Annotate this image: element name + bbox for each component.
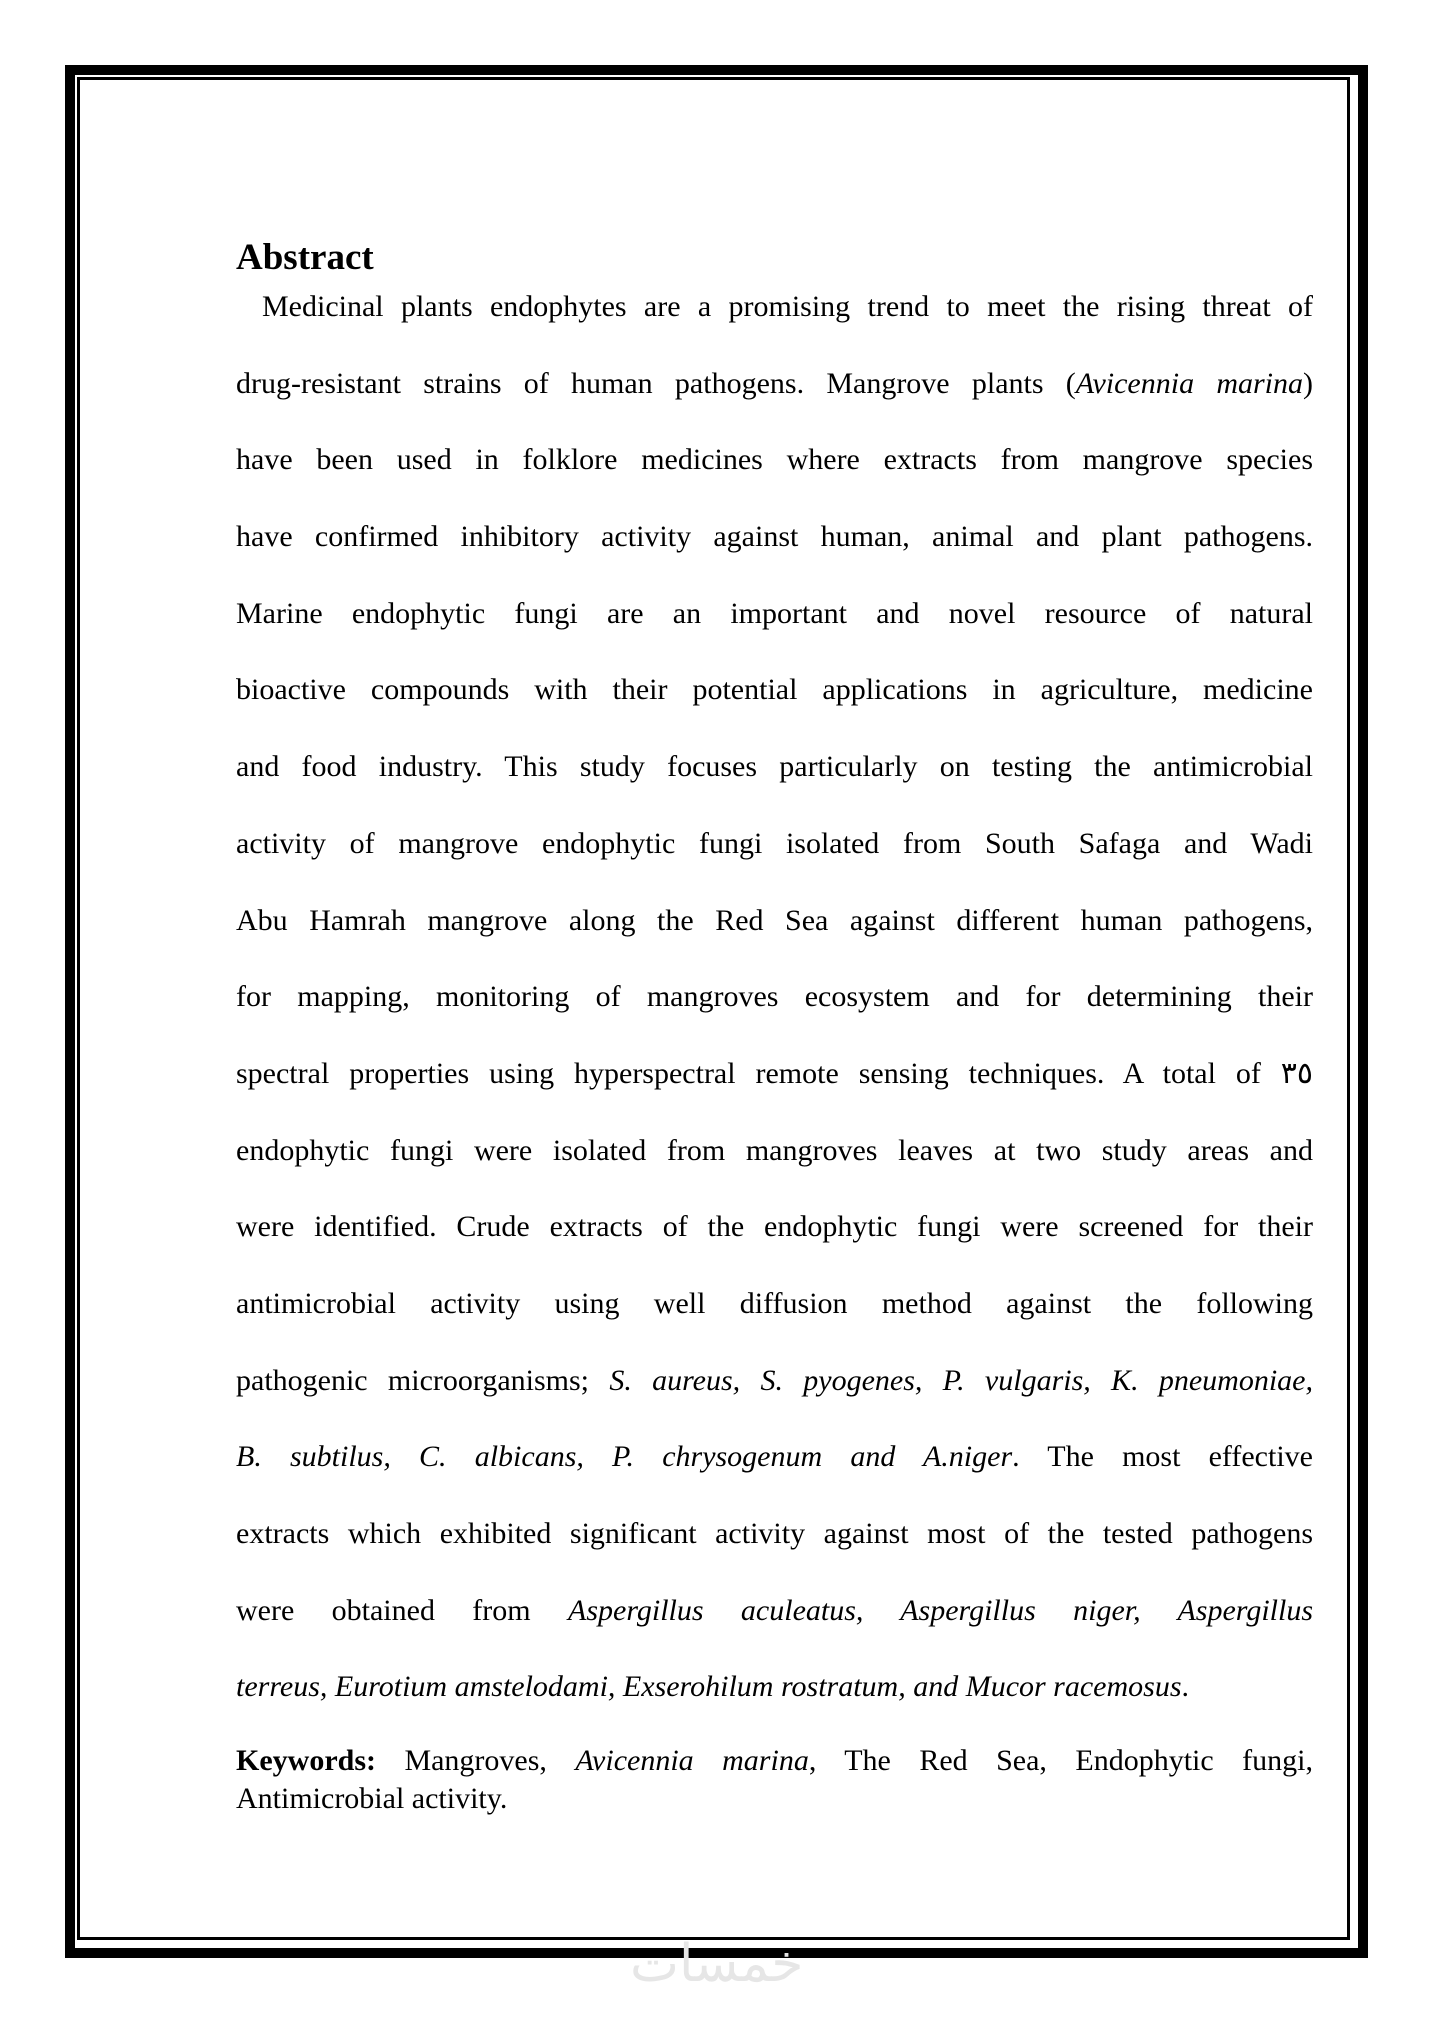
- keywords-list: [236, 1744, 1313, 1815]
- abstract-line: [236, 729, 1313, 806]
- text-run: have been used in folklore medicines where extracts from mangrove species: [236, 443, 1313, 477]
- abstract-line: [236, 1419, 1313, 1496]
- text-run: spectral properties using hyperspectral remote sensing techniques. A total of ٣٥: [236, 1056, 1313, 1090]
- abstract-line: [236, 1573, 1313, 1650]
- text-run: . The most effective: [1012, 1440, 1313, 1474]
- abstract-line: [236, 1496, 1313, 1573]
- watermark-logo: خمسات: [630, 1934, 804, 1994]
- text-run: ): [1303, 366, 1313, 400]
- keywords-label: Keywords:: [236, 1744, 376, 1778]
- text-run: activity of mangrove endophytic fungi isolated from South Safaga and Wadi: [236, 826, 1313, 860]
- species-name-italic: Aspergillus aculeatus, Aspergillus niger, Aspergillus: [568, 1593, 1314, 1627]
- abstract-line: [236, 269, 1313, 346]
- species-name-italic: terreus, Eurotium amstelodami, Exserohilum rostratum, and Mucor racemosus: [236, 1670, 1182, 1704]
- abstract-line: [236, 576, 1313, 653]
- keyword-text: Avicennia marina: [575, 1744, 809, 1778]
- text-run: pathogenic microorganisms;: [236, 1363, 610, 1397]
- text-run: endophytic fungi were isolated from mangroves leaves at two study areas and: [236, 1133, 1313, 1167]
- text-run: drug-resistant strains of human pathogens. Mangrove plants (: [236, 366, 1076, 400]
- species-name-italic: Avicennia marina: [1075, 366, 1303, 400]
- abstract-line: [236, 1036, 1313, 1113]
- text-run: were obtained from: [236, 1593, 568, 1627]
- text-run: Medicinal plants endophytes are a promising trend to meet the rising threat of: [262, 290, 1313, 323]
- text-run: for mapping, monitoring of mangroves ecosystem and for determining their: [236, 980, 1313, 1014]
- abstract-heading: Abstract: [236, 237, 374, 278]
- abstract-line: [236, 652, 1313, 729]
- species-name-italic: B. subtilus, C. albicans, P. chrysogenum and A.niger: [236, 1440, 1013, 1474]
- abstract-line: [236, 346, 1313, 423]
- abstract-line: [236, 422, 1313, 499]
- text-run: and food industry. This study focuses particularly on testing the antimicrobial: [236, 750, 1313, 784]
- abstract-body: [236, 269, 1313, 1726]
- text-run: Abu Hamrah mangrove along the Red Sea against different human pathogens,: [236, 903, 1313, 937]
- abstract-line: [236, 1266, 1313, 1343]
- text-run: antimicrobial activity using well diffusion method against the following: [236, 1286, 1313, 1320]
- text-run: have confirmed inhibitory activity against human, animal and plant pathogens.: [236, 520, 1313, 554]
- abstract-line: [236, 959, 1313, 1036]
- text-run: Marine endophytic fungi are an important and novel resource of natural: [236, 596, 1313, 630]
- species-name-italic: S. aureus, S. pyogenes, P. vulgaris, K. pneumoniae,: [609, 1363, 1313, 1397]
- abstract-line: [236, 499, 1313, 576]
- text-run: extracts which exhibited significant activity against most of the tested pathogens: [236, 1517, 1313, 1550]
- keywords-paragraph: [236, 1742, 1313, 1818]
- abstract-line: [236, 1649, 1313, 1726]
- text-run: bioactive compounds with their potential applications in agriculture, medicine: [236, 673, 1313, 707]
- keyword-text: , The Red Sea, Endophytic fungi, Antimicrobial activity.: [236, 1744, 1313, 1816]
- text-run: were identified. Crude extracts of the endophytic fungi were screened for their: [236, 1210, 1313, 1244]
- abstract-section: [236, 232, 1313, 1818]
- abstract-line: [236, 1189, 1313, 1266]
- abstract-line: [236, 806, 1313, 883]
- abstract-line: [236, 1113, 1313, 1190]
- abstract-line: [236, 883, 1313, 960]
- abstract-line: [236, 1343, 1313, 1420]
- text-run: .: [1181, 1670, 1189, 1704]
- keyword-text: Mangroves,: [375, 1744, 576, 1778]
